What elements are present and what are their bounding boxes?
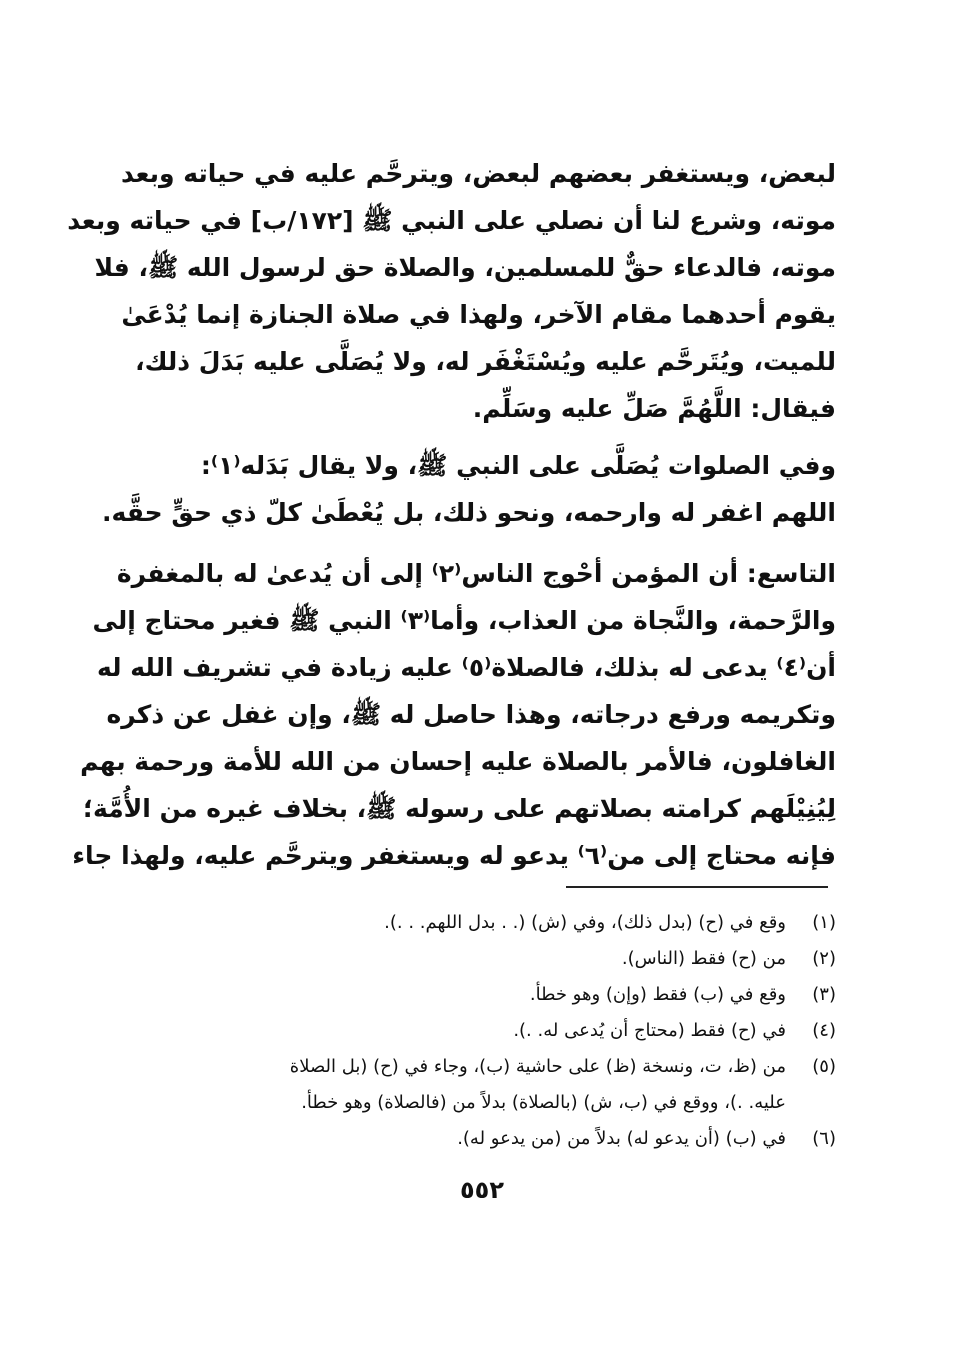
footnote-number: (٥) (812, 1056, 836, 1077)
paragraph-3 (72, 550, 836, 879)
text-line: لِيُنِيْلَهم كرامته بصلاتهم على رسوله ﷺ، بخلاف غيره من الأُمَّة؛ (83, 794, 836, 823)
footnote-number: (٢) (812, 948, 836, 969)
footnote-text: من (ظ، ت، ونسخة (ظ) على حاشية (ب)، وجاء في (ح) (بل الصلاة (289, 1056, 786, 1077)
paragraph-lead-word: التاسع (756, 559, 836, 588)
footnote-text: وقع في (ب) فقط (وإن) وهو خطأ. (529, 984, 786, 1005)
footnote-number: (١) (812, 912, 836, 933)
text-line: للميت، ويُتَرحَّم عليه ويُسْتَغْفَر له، ولا يُصَلَّى عليه بَدَلَ ذلك، (135, 347, 836, 376)
text-line: أن⁽٤⁾ يدعى له بذلك، فالصلاة⁽٥⁾ عليه زيادة في تشريف الله له (96, 653, 836, 682)
text-line: موته، وشرع لنا أن نصلي على النبي ﷺ [١٧٢/ب] في حياته وبعد (67, 206, 836, 235)
footnote-number: (٣) (812, 984, 836, 1005)
page-number: ٥٥٢ (460, 1176, 504, 1204)
text-line: فإنه محتاج إلى من⁽٦⁾ يدعو له ويستغفر ويترحَّم عليه، ولهذا جاء (72, 841, 836, 870)
text-line-rest: : أن المؤمن أحْوج الناس⁽٢⁾ إلى أن يُدعىٰ له بالمغفرة (116, 559, 757, 588)
footnote-5-continuation: عليه. .)، ووقع في (ب، ش) (بالصلاة) بدلاً من (فالصلاة) وهو خطأ. (301, 1092, 786, 1113)
text-line: الغافلون، فالأمر بالصلاة عليه إحسان من الله للأمة ورحمة بهم (80, 747, 836, 776)
text-line: وفي الصلوات يُصَلَّى على النبي ﷺ، ولا يقال بَدَله⁽١⁾: (200, 451, 836, 480)
footnote-text: من (ح) فقط (الناس). (621, 948, 786, 969)
footnotes (128, 905, 836, 1157)
footnote-text: في (ح) فقط (محتاج أن يُدعى له. .). (513, 1020, 786, 1041)
footnote-2 (128, 941, 836, 977)
text-line (116, 550, 836, 597)
footnote-4 (128, 1013, 836, 1049)
text-line: وتكريمه ورفع درجاته، وهذا حاصل له ﷺ، وإن غفل عن ذكره (106, 700, 836, 729)
text-line: يقوم أحدهما مقام الآخر، ولهذا في صلاة الجنازة إنما يُدْعَىٰ (121, 300, 836, 329)
footnote-1 (128, 905, 836, 941)
text-line: اللهم اغفر له وارحمه، ونحو ذلك، بل يُعْطَىٰ كلّ ذي حقٍّ حقَّه. (102, 498, 836, 527)
footnote-6 (128, 1121, 836, 1157)
footnote-separator (566, 886, 828, 888)
footnote-number: (٦) (812, 1128, 836, 1149)
text-line: فيقال: اللَّهُمَّ صَلِّ عليه وسَلِّم. (472, 394, 836, 423)
main-text (67, 150, 836, 879)
paragraph-2 (102, 442, 836, 536)
footnote-5 (128, 1049, 836, 1085)
footnote-number: (٤) (812, 1020, 836, 1041)
footnote-3 (128, 977, 836, 1013)
text-line: موته، فالدعاء حقٌّ للمسلمين، والصلاة حق لرسول الله ﷺ، فلا (94, 253, 836, 282)
footnote-text: في (ب) (أن يدعو له) بدلاً من (من يدعو له). (457, 1128, 786, 1149)
footnote-text: وقع في (ح) (بدل ذلك)، وفي (ش) (. . بدل اللهم. . .). (384, 912, 786, 933)
paragraph-1 (67, 150, 836, 432)
text-line: لبعض، ويستغفر بعضهم لبعض، ويترحَّم عليه في حياته وبعد (121, 159, 836, 188)
text-line: والرَّحمة، والنَّجاة من العذاب، وأما⁽٣⁾ النبي ﷺ فغير محتاج إلى (92, 606, 836, 635)
